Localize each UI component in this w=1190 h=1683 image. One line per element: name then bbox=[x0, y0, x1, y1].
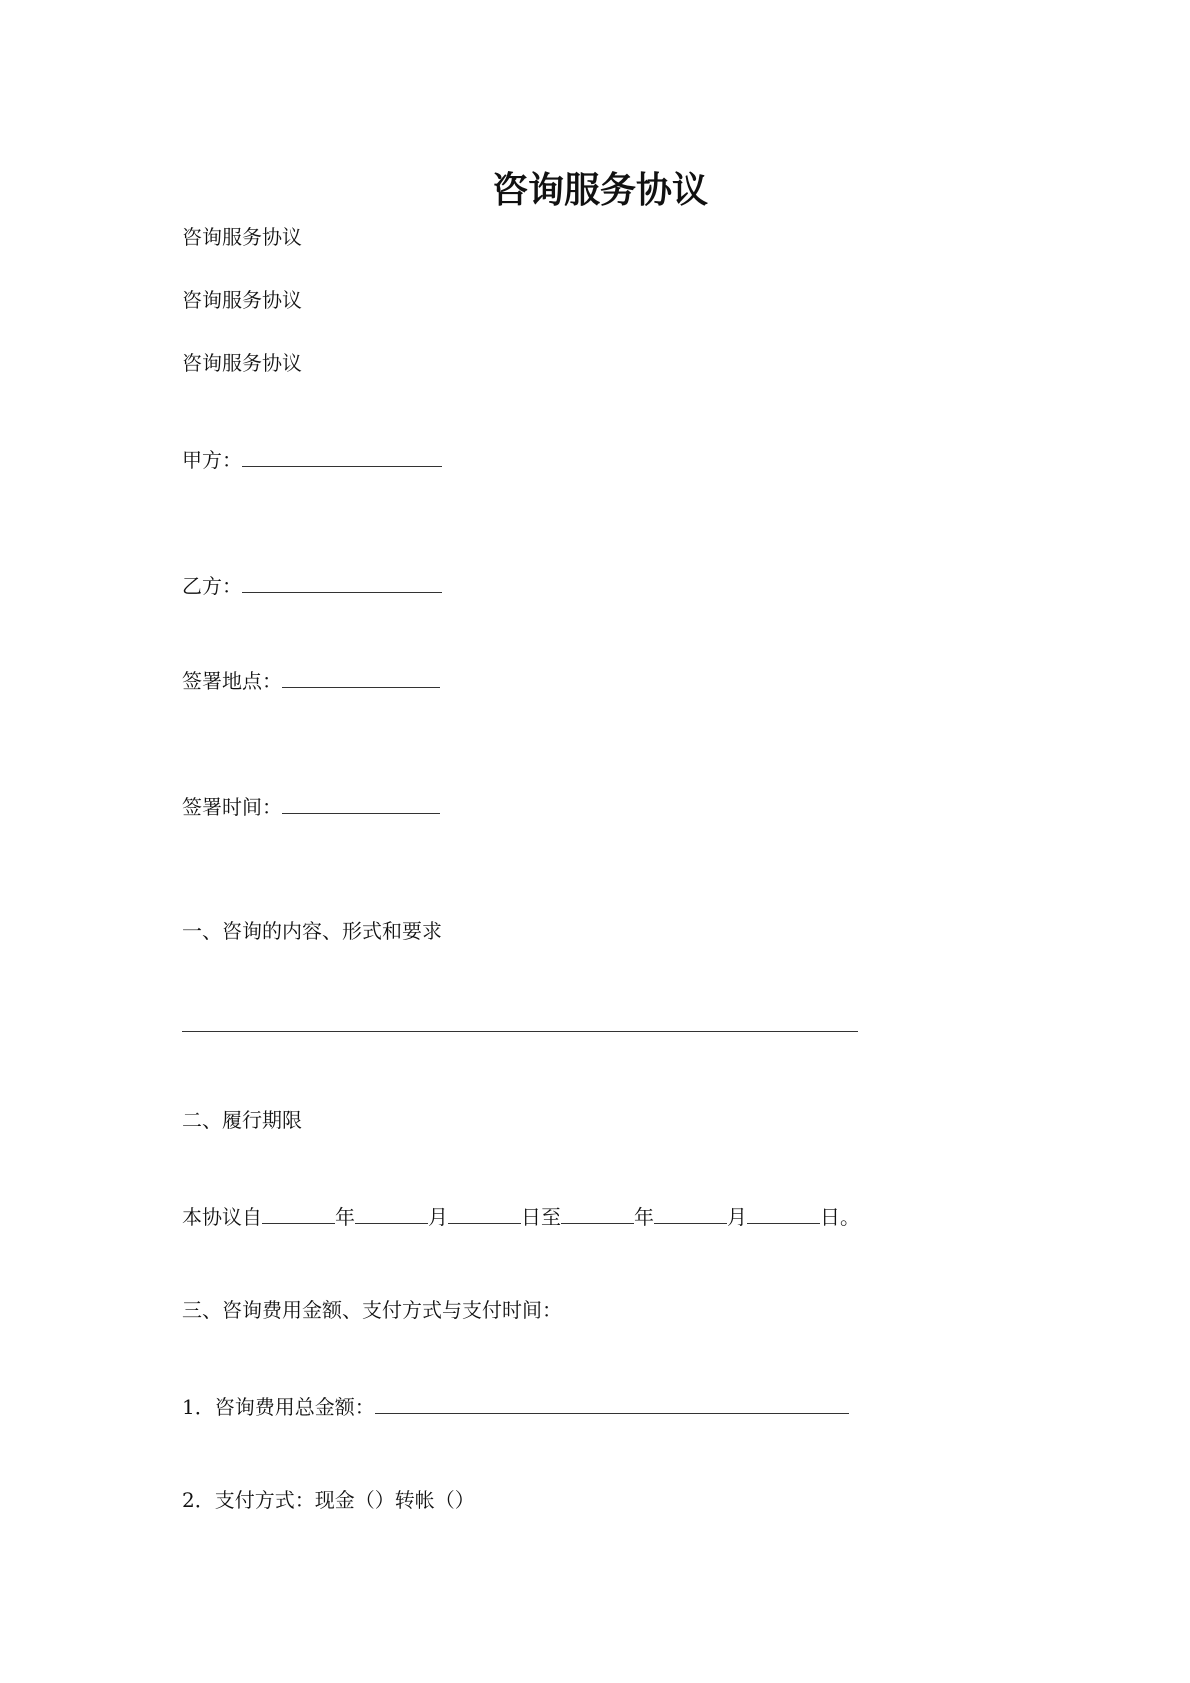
sign-time-label: 签署时间： bbox=[182, 795, 282, 819]
month-label: 月 bbox=[727, 1205, 747, 1229]
item-2-payment-method: 2．支付方式：现金（）转帐（） bbox=[182, 1488, 475, 1512]
party-b-blank[interactable] bbox=[242, 572, 442, 593]
end-year-blank[interactable] bbox=[561, 1203, 634, 1224]
document-title: 咨询服务协议 bbox=[491, 169, 708, 211]
subtitle-line: 咨询服务协议 bbox=[182, 288, 302, 312]
section-3-heading: 三、咨询费用金额、支付方式与支付时间： bbox=[182, 1298, 562, 1322]
sign-place-blank[interactable] bbox=[282, 667, 440, 688]
total-amount-label: 1．咨询费用总金额： bbox=[182, 1395, 375, 1419]
section-1-heading: 一、咨询的内容、形式和要求 bbox=[182, 919, 442, 943]
total-amount-blank[interactable] bbox=[375, 1393, 849, 1414]
sign-place-label: 签署地点： bbox=[182, 669, 282, 693]
term-prefix: 本协议自 bbox=[182, 1205, 262, 1229]
term-row bbox=[182, 1203, 860, 1229]
sign-time-row bbox=[182, 793, 440, 819]
item-1-row bbox=[182, 1393, 849, 1419]
party-a-label: 甲方： bbox=[182, 448, 242, 472]
year-label: 年 bbox=[335, 1205, 355, 1229]
end-day-blank[interactable] bbox=[747, 1203, 820, 1224]
year-label: 年 bbox=[634, 1205, 654, 1229]
party-b-label: 乙方： bbox=[182, 574, 242, 598]
party-b-row bbox=[182, 572, 442, 598]
start-year-blank[interactable] bbox=[262, 1203, 335, 1224]
end-month-blank[interactable] bbox=[654, 1203, 727, 1224]
day-label: 日。 bbox=[820, 1205, 860, 1229]
subtitle-line: 咨询服务协议 bbox=[182, 351, 302, 375]
party-a-row bbox=[182, 446, 442, 472]
section-1-blank[interactable] bbox=[182, 1031, 858, 1032]
section-2-heading: 二、履行期限 bbox=[182, 1108, 302, 1132]
sign-time-blank[interactable] bbox=[282, 793, 440, 814]
sign-place-row bbox=[182, 667, 440, 693]
party-a-blank[interactable] bbox=[242, 446, 442, 467]
month-label: 月 bbox=[428, 1205, 448, 1229]
start-day-blank[interactable] bbox=[448, 1203, 521, 1224]
subtitle-line: 咨询服务协议 bbox=[182, 225, 302, 249]
day-to-label: 日至 bbox=[521, 1205, 561, 1229]
start-month-blank[interactable] bbox=[355, 1203, 428, 1224]
